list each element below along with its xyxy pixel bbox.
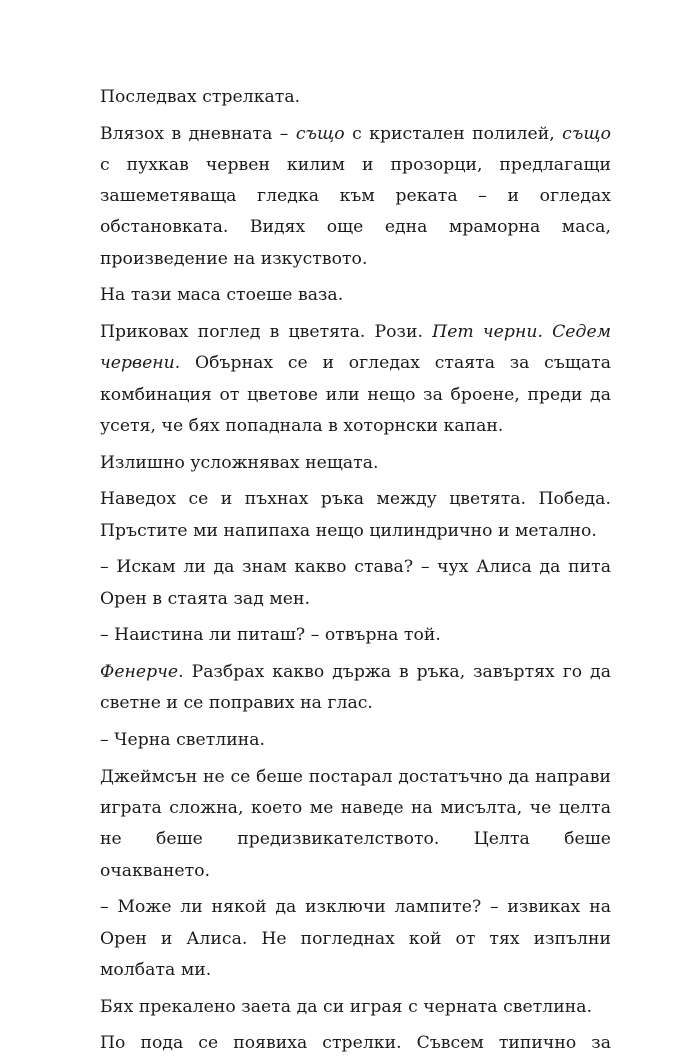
text-run: Излишно усложнявах нещата. <box>100 452 379 473</box>
text-run: Бях прекалено заета да си играя с черната светлина. <box>100 996 593 1017</box>
text-run: – Наистина ли питаш? – отвърна той. <box>100 625 441 646</box>
text-run: с кристален полилей, <box>344 123 563 144</box>
book-page-text <box>100 82 611 1060</box>
paragraph <box>100 552 611 614</box>
text-run: Джеймсън не се беше постарал достатъчно да направи играта сложна, което ме наведе на мисълта, че целта не беше предизвикателството. Целта беше очакването. <box>100 767 611 881</box>
text-run: По пода се появиха стрелки. Съвсем типично за <box>100 1033 611 1054</box>
paragraph <box>100 280 611 311</box>
text-run: Наведох се и пъхнах ръка между цветята. Победа. Пръстите ми напипаха нещо цилиндрично и метално. <box>100 489 611 541</box>
paragraph <box>100 484 611 546</box>
paragraph <box>100 620 611 651</box>
italic-text-run: също <box>295 123 345 144</box>
text-run: На тази маса стоеше ваза. <box>100 285 344 306</box>
text-run: Приковах поглед в цветята. Рози. <box>100 322 433 343</box>
text-run: Влязох в дневната – <box>100 123 296 144</box>
paragraph <box>100 1028 611 1059</box>
paragraph <box>100 992 611 1023</box>
paragraph <box>100 119 611 275</box>
text-run: . Разбрах какво държа в ръка, завъртях го да светне и се поправих на глас. <box>100 662 611 714</box>
text-run: – Черна светлина. <box>100 730 266 751</box>
paragraph <box>100 448 611 479</box>
italic-text-run: също <box>562 123 611 144</box>
paragraph <box>100 762 611 887</box>
paragraph <box>100 725 611 756</box>
text-run: Последвах стрелката. <box>100 87 301 107</box>
paragraph <box>100 892 611 986</box>
paragraph <box>100 317 611 442</box>
italic-text-run: Фенерче <box>100 662 179 683</box>
paragraph <box>100 82 611 113</box>
text-run: – Искам ли да знам какво става? – чух Алиса да пита Орен в стаята зад мен. <box>100 557 611 609</box>
italic-text-run: Пет черни. Седем червени. <box>100 322 611 374</box>
paragraph <box>100 657 611 719</box>
text-run: с пухкав червен килим и прозорци, предлагащи зашеметяваща гледка към реката – и огледах обстановката. Видях още една мраморна маса, произведение на изкуството. <box>100 155 611 269</box>
text-run: – Може ли някой да изключи лампите? – извиках на Орен и Алиса. Не погледнах кой от тях изпълни молбата ми. <box>100 897 611 980</box>
text-run: Обърнах се и огледах стаята за същата комбинация от цветове или нещо за броене, преди да усетя, че бях попаднала в хоторнски капан. <box>100 353 611 436</box>
